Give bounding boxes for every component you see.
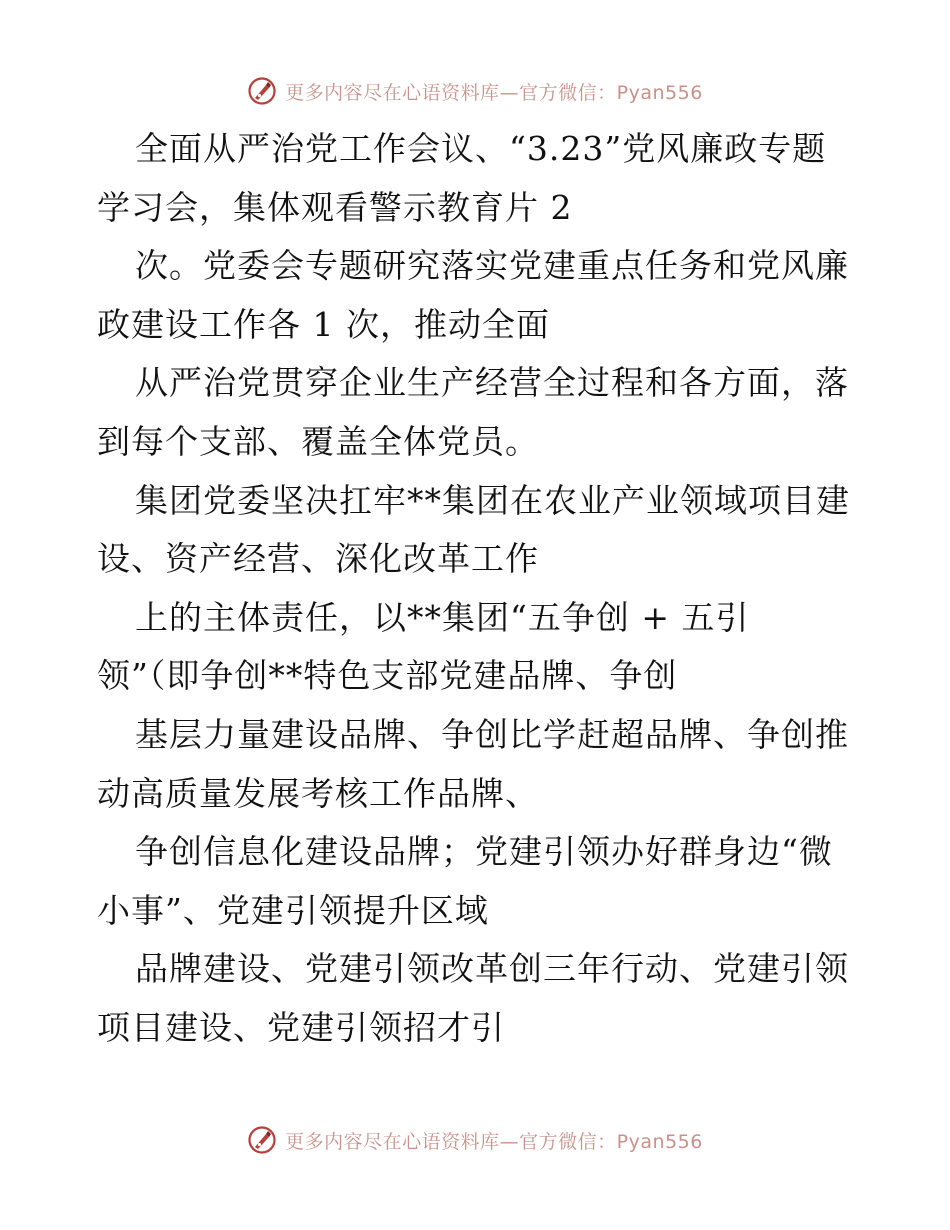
pen-nib-circle-icon [247,76,277,106]
paragraph-line: 动高质量发展考核工作品牌、 [97,773,539,813]
pen-nib-circle-icon [247,1125,277,1155]
header-watermark [0,71,950,111]
paragraph-line: 领”（即争创**特色支部党建品牌、争创 [97,656,678,696]
footer-watermark [0,1120,950,1160]
paragraph-line: 集团党委坚决扛牢**集团在农业产业领域项目建 [135,480,850,520]
paragraph-line: 项目建设、党建引领招才引 [97,1007,505,1047]
paragraph-line: 全面从严治党工作会议、“3.23”党风廉政专题 [135,129,827,168]
paragraph-line: 设、资产经营、深化改革工作 [97,539,539,579]
paragraph-line: 基层力量建设品牌、争创比学赶超品牌、争创推 [135,714,849,754]
paragraph-line: 学习会，集体观看警示教育片 2 [97,187,573,227]
paragraph-line: 次。党委会专题研究落实党建重点任务和党风廉 [135,246,849,286]
paragraph-line: 从严治党贯穿企业生产经营全过程和各方面，落 [135,363,849,403]
document-body [97,120,857,1058]
paragraph-line: 争创信息化建设品牌；党建引领办好群身边“微 [135,832,833,872]
paragraph-line: 上的主体责任，以**集团“五争创 + 五引 [135,597,750,637]
paragraph-line: 品牌建设、党建引领改革创三年行动、党建引领 [135,949,849,989]
paragraph-line: 到每个支部、覆盖全体党员。 [97,421,539,461]
watermark-text: 更多内容尽在心语资料库—官方微信：Pyan556 [285,1130,703,1153]
watermark-text: 更多内容尽在心语资料库—官方微信：Pyan556 [285,81,703,104]
paragraph-line: 政建设工作各 1 次，推动全面 [97,304,550,344]
paragraph-line: 小事”、党建引领提升区域 [97,890,489,930]
